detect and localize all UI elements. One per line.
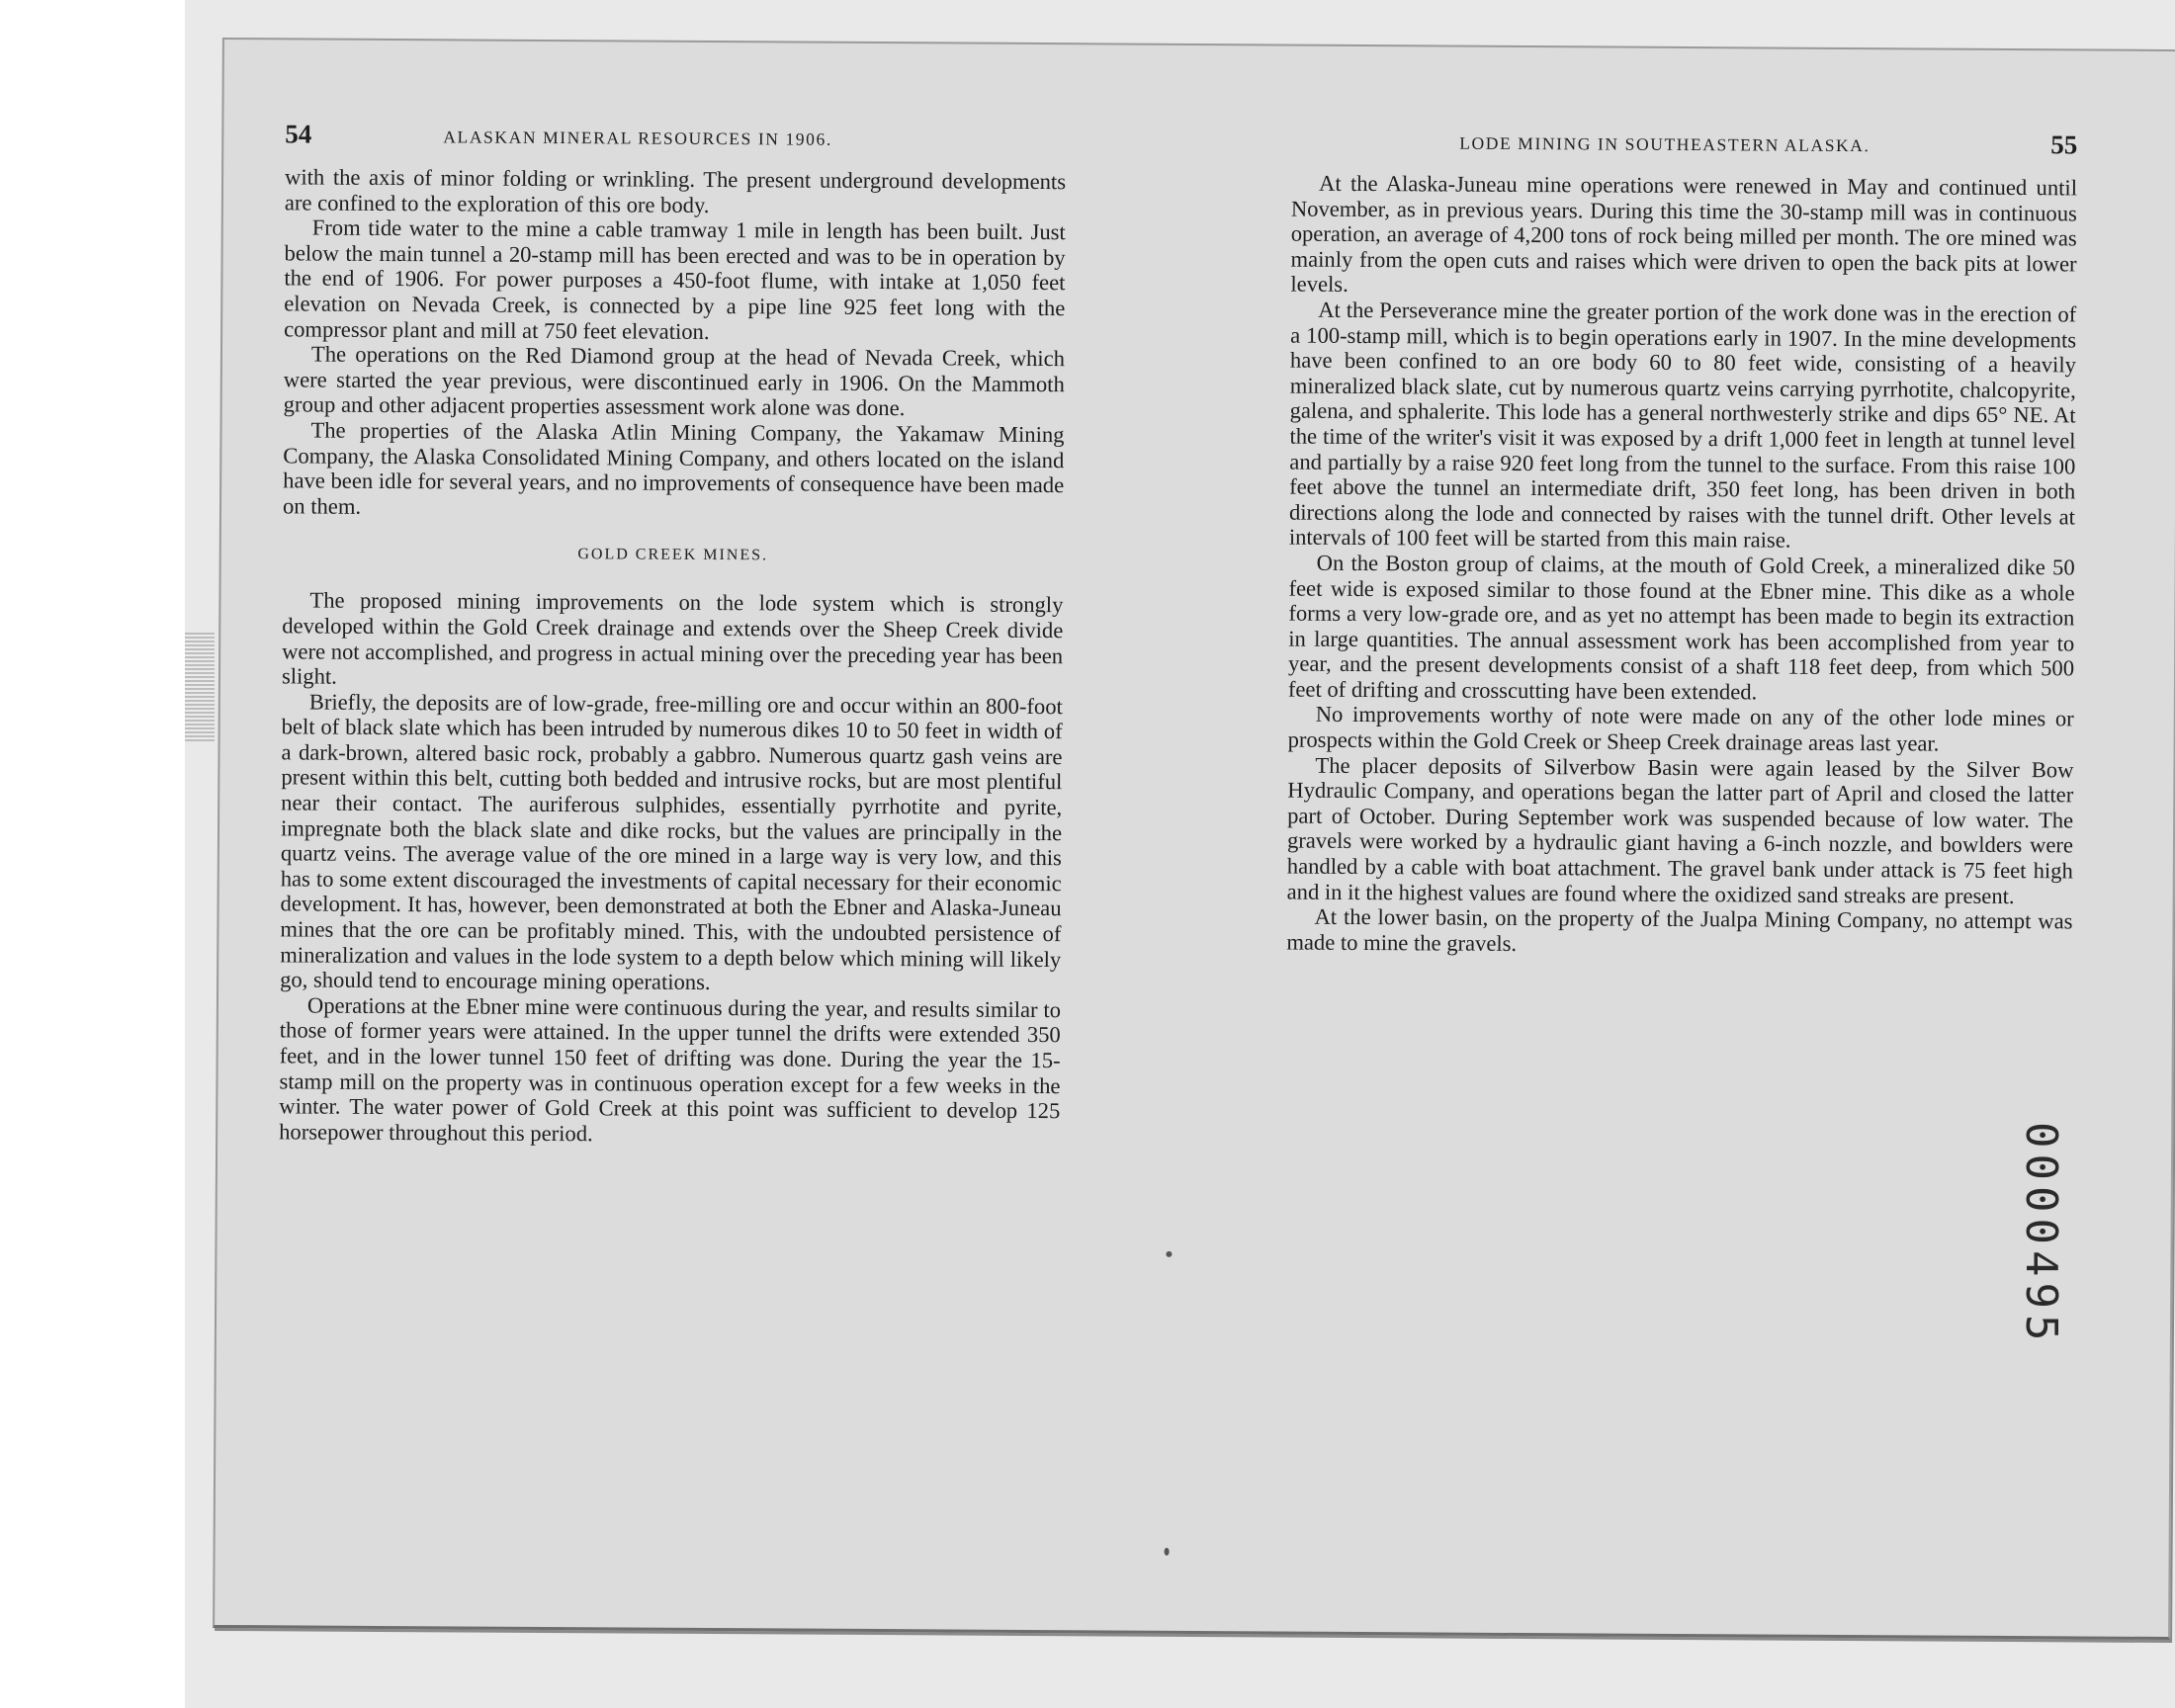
archive-stamp-number: 0000495	[2016, 1122, 2066, 1347]
right-paragraph-2: At the Perseverance mine the greater portion of the work done was in the erection of a 100-stamp mill, which is to begin operations early in 1907. In the mine developments have been confined to an ore body 60 to 80 feet wide, consisting of a heavily mineralized black slate, cut by numerous quartz veins carrying pyrrhotite, chalcopyrite, galena, and sphalerite. This lode has a general northwesterly strike and dips 65° NE. At the time of the writer's visit it was exposed by a drift 1,000 feet in length at tunnel level and partially by a raise 920 feet long from the tunnel to the surface. From this raise 100 feet above the tunnel an intermediate drift, 350 feet long, has been driven in both directions along the lode and connected by raises with the tunnel drift. Other levels at intervals of 100 feet will be started from this main raise.	[1288, 297, 2077, 553]
scan-edge-artifact	[185, 633, 215, 741]
left-paragraph-4: The properties of the Alaska Atlin Mining Company, the Yakamaw Mining Company, the Alaska Consolidated Mining Company, and others located on the island have been idle for several years, and no improvements of consequence have been made on them.	[282, 417, 1065, 519]
left-running-title: ALASKAN MINERAL RESOURCES IN 1906.	[443, 127, 832, 149]
right-paragraph-3: On the Boston group of claims, at the mouth of Gold Creek, a mineralized dike 50 feet wide is exposed similar to those found at the Ebner mine. This dike as a whole forms a very low-grade ore, and as yet no attempt has been made to begin its extraction in large quantities. The annual assessment work has been accomplished from year to year, and the present developments consist of a shaft 118 feet deep, from which 500 feet of drifting and crosscutting have been extended.	[1287, 550, 2075, 705]
right-page-number: 55	[2050, 129, 2078, 160]
section-heading: GOLD CREEK MINES.	[577, 546, 769, 564]
ink-speck	[1165, 1548, 1170, 1556]
right-running-head	[1291, 126, 2077, 170]
right-running-title: LODE MINING IN SOUTHEASTERN ALASKA.	[1459, 132, 1870, 156]
left-paragraph-3: The operations on the Red Diamond group at the head of Nevada Creek, which were started the year previous, were discontinued early in 1906. On the Mammoth group and other adjacent properties assessment work alone was done.	[283, 341, 1066, 421]
left-paragraph-5: The proposed mining improvements on the lode system which is strongly developed within the Gold Creek drainage and extends over the Sheep Creek divide were not accomplished, and progress in actual mining over the preceding year has been slight.	[281, 587, 1064, 689]
ink-speck	[1166, 1251, 1172, 1257]
right-paragraph-5: The placer deposits of Silverbow Basin were again leased by the Silver Bow Hydraulic Company, and operations began the latter part of April and closed the latter part of October. During September work was suspended because of low water. The gravels were worked by a hydraulic giant having a 6-inch nozzle, and bowlders were handled by a cable with boat attachment. The gravel bank under attack is 75 feet high and in it the highest values are found where the oxidized sand streaks are present.	[1286, 752, 2074, 908]
left-page-number: 54	[285, 119, 312, 149]
left-running-head	[285, 119, 1066, 163]
book-spread	[213, 38, 2175, 1640]
left-page	[279, 119, 1066, 1149]
left-paragraph-6: Briefly, the deposits are of low-grade, free-milling ore and occur within an 800-foot belt of black slate which has been intruded by numerous dikes 10 to 50 feet in width of a dark-brown, altered basic rock, probably a gabbro. Numerous quartz gash veins are present within this belt, cutting both bedded and intrusive rocks, but are most plentiful near their contact. The auriferous sulphides, essentially pyrrhotite and pyrite, impregnate both the black slate and dike rocks, but the values are principally in the quartz veins. The average value of the ore mined in a large way is very low, and this has to some extent discouraged the investments of capital necessary for their economic development. It has, however, been demonstrated at both the Ebner and Alaska-Juneau mines that the ore can be profitably mined. This, with the undoubted persistence of mineralization and values in the lode system to a depth below which mining will likely go, should tend to encourage mining operations.	[280, 689, 1063, 995]
right-page	[1286, 126, 2077, 960]
outer-margin	[0, 0, 185, 1708]
right-paragraph-1: At the Alaska-Juneau mine operations were renewed in May and continued until November, as in previous years. During this time the 30-stamp mill was in continuous operation, an average of 4,200 tons of rock being milled per month. The ore mined was mainly from the open cuts and raises which were driven to open the back pits at lower levels.	[1290, 170, 2078, 298]
right-paragraph-4: No improvements worthy of note were made on any of the other lode mines or prospects within the Gold Creek or Sheep Creek drainage areas last year.	[1287, 702, 2074, 756]
right-paragraph-6: At the lower basin, on the property of the Jualpa Mining Company, no attempt was made to mine the gravels.	[1286, 903, 2073, 956]
left-paragraph-1: with the axis of minor folding or wrinkling. The present underground developments are confined to the exploration of this ore body.	[284, 164, 1067, 217]
left-paragraph-7: Operations at the Ebner mine were continuous during the year, and results similar to those of former years were attained. In the upper tunnel the drifts were extended 350 feet, and in the lower tunnel 150 feet of drifting was done. During the year the 15-stamp mill on the property was in continuous operation except for a few weeks in the winter. The water power of Gold Creek at this point was sufficient to develop 125 horsepower throughout this period.	[279, 992, 1062, 1147]
left-paragraph-2: From tide water to the mine a cable tramway 1 mile in length has been built. Just below the main tunnel a 20-stamp mill has been erected and was to be in operation by the end of 1906. For power purposes a 450-foot flume, with intake at 1,050 feet elevation on Nevada Creek, is connected by a pipe line 925 feet long with the compressor plant and mill at 750 feet elevation.	[284, 214, 1066, 344]
